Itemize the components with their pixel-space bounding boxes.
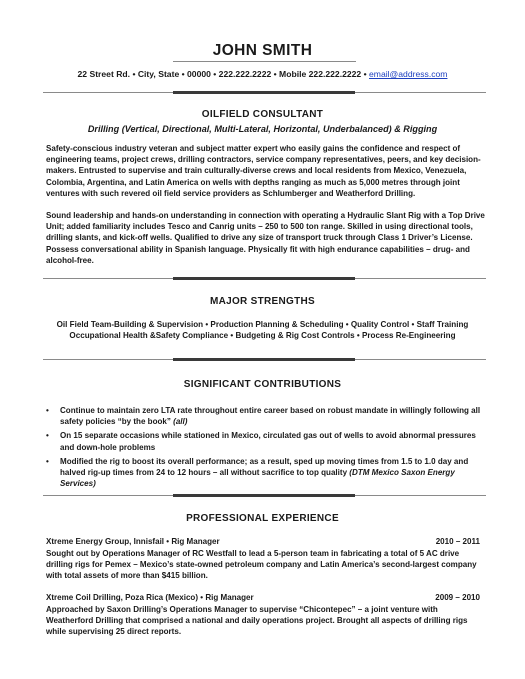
job-header xyxy=(46,537,480,546)
contribution-text: Modified the rig to boost its overall performance; as a result, sped up moving times from 1.5 to 1.0 day and halved rig-up times from 24 to 12 hours – all without sacrifice to top quality xyxy=(60,456,469,478)
contribution-text: Continue to maintain zero LTA rate throughout entire career based on robust mandate in willingly following all safety policies “by the book” xyxy=(60,406,481,427)
strengths-title: MAJOR STRENGTHS xyxy=(209,296,316,307)
strengths-line-2: Occupational Health &Safety Compliance • Budgeting & Rig Cost Controls • Process Re-Engineering xyxy=(69,331,456,340)
rule-line xyxy=(173,61,356,62)
job-description: Approached by Saxon Drilling’s Operations Manager to supervise “Chicontepec” – a joint venture with Weatherford Drilling that comprised a national and daily operations project. Brought all aspects of drilling rigs while supervising 25 direct reports. xyxy=(46,605,468,637)
strengths-line-1: Oil Field Team-Building & Supervision • Production Planning & Scheduling • Quality Control • Staff Training xyxy=(56,320,469,329)
contribution-note: (all) xyxy=(173,417,188,427)
bullet-icon: • xyxy=(46,431,49,441)
bullet-icon: • xyxy=(46,406,49,415)
job-dates: 2010 – 2011 xyxy=(435,537,480,546)
bullet-icon: • xyxy=(46,456,49,466)
job-role: Rig Manager xyxy=(205,593,254,602)
list-item xyxy=(46,430,486,452)
section-divider xyxy=(43,358,486,362)
job-company: Xtreme Energy Group, Innisfail • xyxy=(46,537,172,546)
contact-line xyxy=(0,69,525,79)
candidate-name: JOHN SMITH xyxy=(212,42,313,59)
contribution-text: On 15 separate occasions while stationed in Mexico, circulated gas out of wells to avoid abnormal pressures and down-hole problems xyxy=(60,431,476,452)
divider-thick xyxy=(173,358,355,361)
contributions-title: SIGNIFICANT CONTRIBUTIONS xyxy=(183,379,342,390)
contribution-note: (DTM Mexico Saxon Energy Services) xyxy=(60,468,455,489)
summary-subtitle: Drilling (Vertical, Directional, Multi-Lateral, Horizontal, Underbalanced) & Rigging xyxy=(87,124,438,134)
header-rule xyxy=(43,60,486,64)
contact-details: 22 Street Rd. • City, State • 00000 • 222.222.2222 • Mobile 222.222.2222 • xyxy=(77,69,369,79)
section-divider xyxy=(43,91,486,95)
contributions-list xyxy=(46,405,486,492)
job-description: Sought out by Operations Manager of RC Westfall to lead a 5-person team in fabricating a total of 5 AC drive drilling rigs for Pemex – Mexico’s state-owned petroleum company and Latin America’s second-largest company with total assets of more than $415 billion. xyxy=(46,549,477,581)
email-link[interactable]: email@address.com xyxy=(369,69,448,79)
summary-paragraph-2: Sound leadership and hands-on understanding in connection with operating a Hydraulic Slant Rig with a Top Drive Unit; added familiarity includes Tesco and Canrig units – 250 to 500 ton range. Skilled in using directional tools, drilling slants, and kick-off wells. Qualified to drive any size of transport truck through Class 1 Driver’s License. Possess conversational ability in Spanish language. Physically fit with high endurance capabilities – drug- and alcohol-free. xyxy=(46,211,485,265)
divider-thick xyxy=(173,494,355,497)
job-dates: 2009 – 2010 xyxy=(435,593,480,602)
job-role: Rig Manager xyxy=(171,537,220,546)
job-company: Xtreme Coil Drilling, Poza Rica (Mexico) • xyxy=(46,593,206,602)
divider-thick xyxy=(173,91,355,94)
experience-title: PROFESSIONAL EXPERIENCE xyxy=(186,513,339,524)
divider-thick xyxy=(173,277,355,280)
section-divider xyxy=(43,277,486,281)
list-item xyxy=(46,456,486,490)
list-item xyxy=(46,405,486,427)
job-header xyxy=(46,593,480,602)
section-divider xyxy=(43,494,486,498)
summary-paragraph-1: Safety-conscious industry veteran and subject matter expert who easily gains the confidence and respect of engineering teams, project crews, drilling contractors, service company representatives, peers, and key decision-makers. Entrusted to supervise and train culturally-diverse crews and local residents from Mexico, Venezuela, Colombia, Argentina, and Latin America on wells with depths ranging as much as 5,000 metres through joint ventures with such revered oil field service providers as Schlumberger and Weatherford Drilling. xyxy=(46,144,481,198)
summary-title: OILFIELD CONSULTANT xyxy=(201,109,324,120)
